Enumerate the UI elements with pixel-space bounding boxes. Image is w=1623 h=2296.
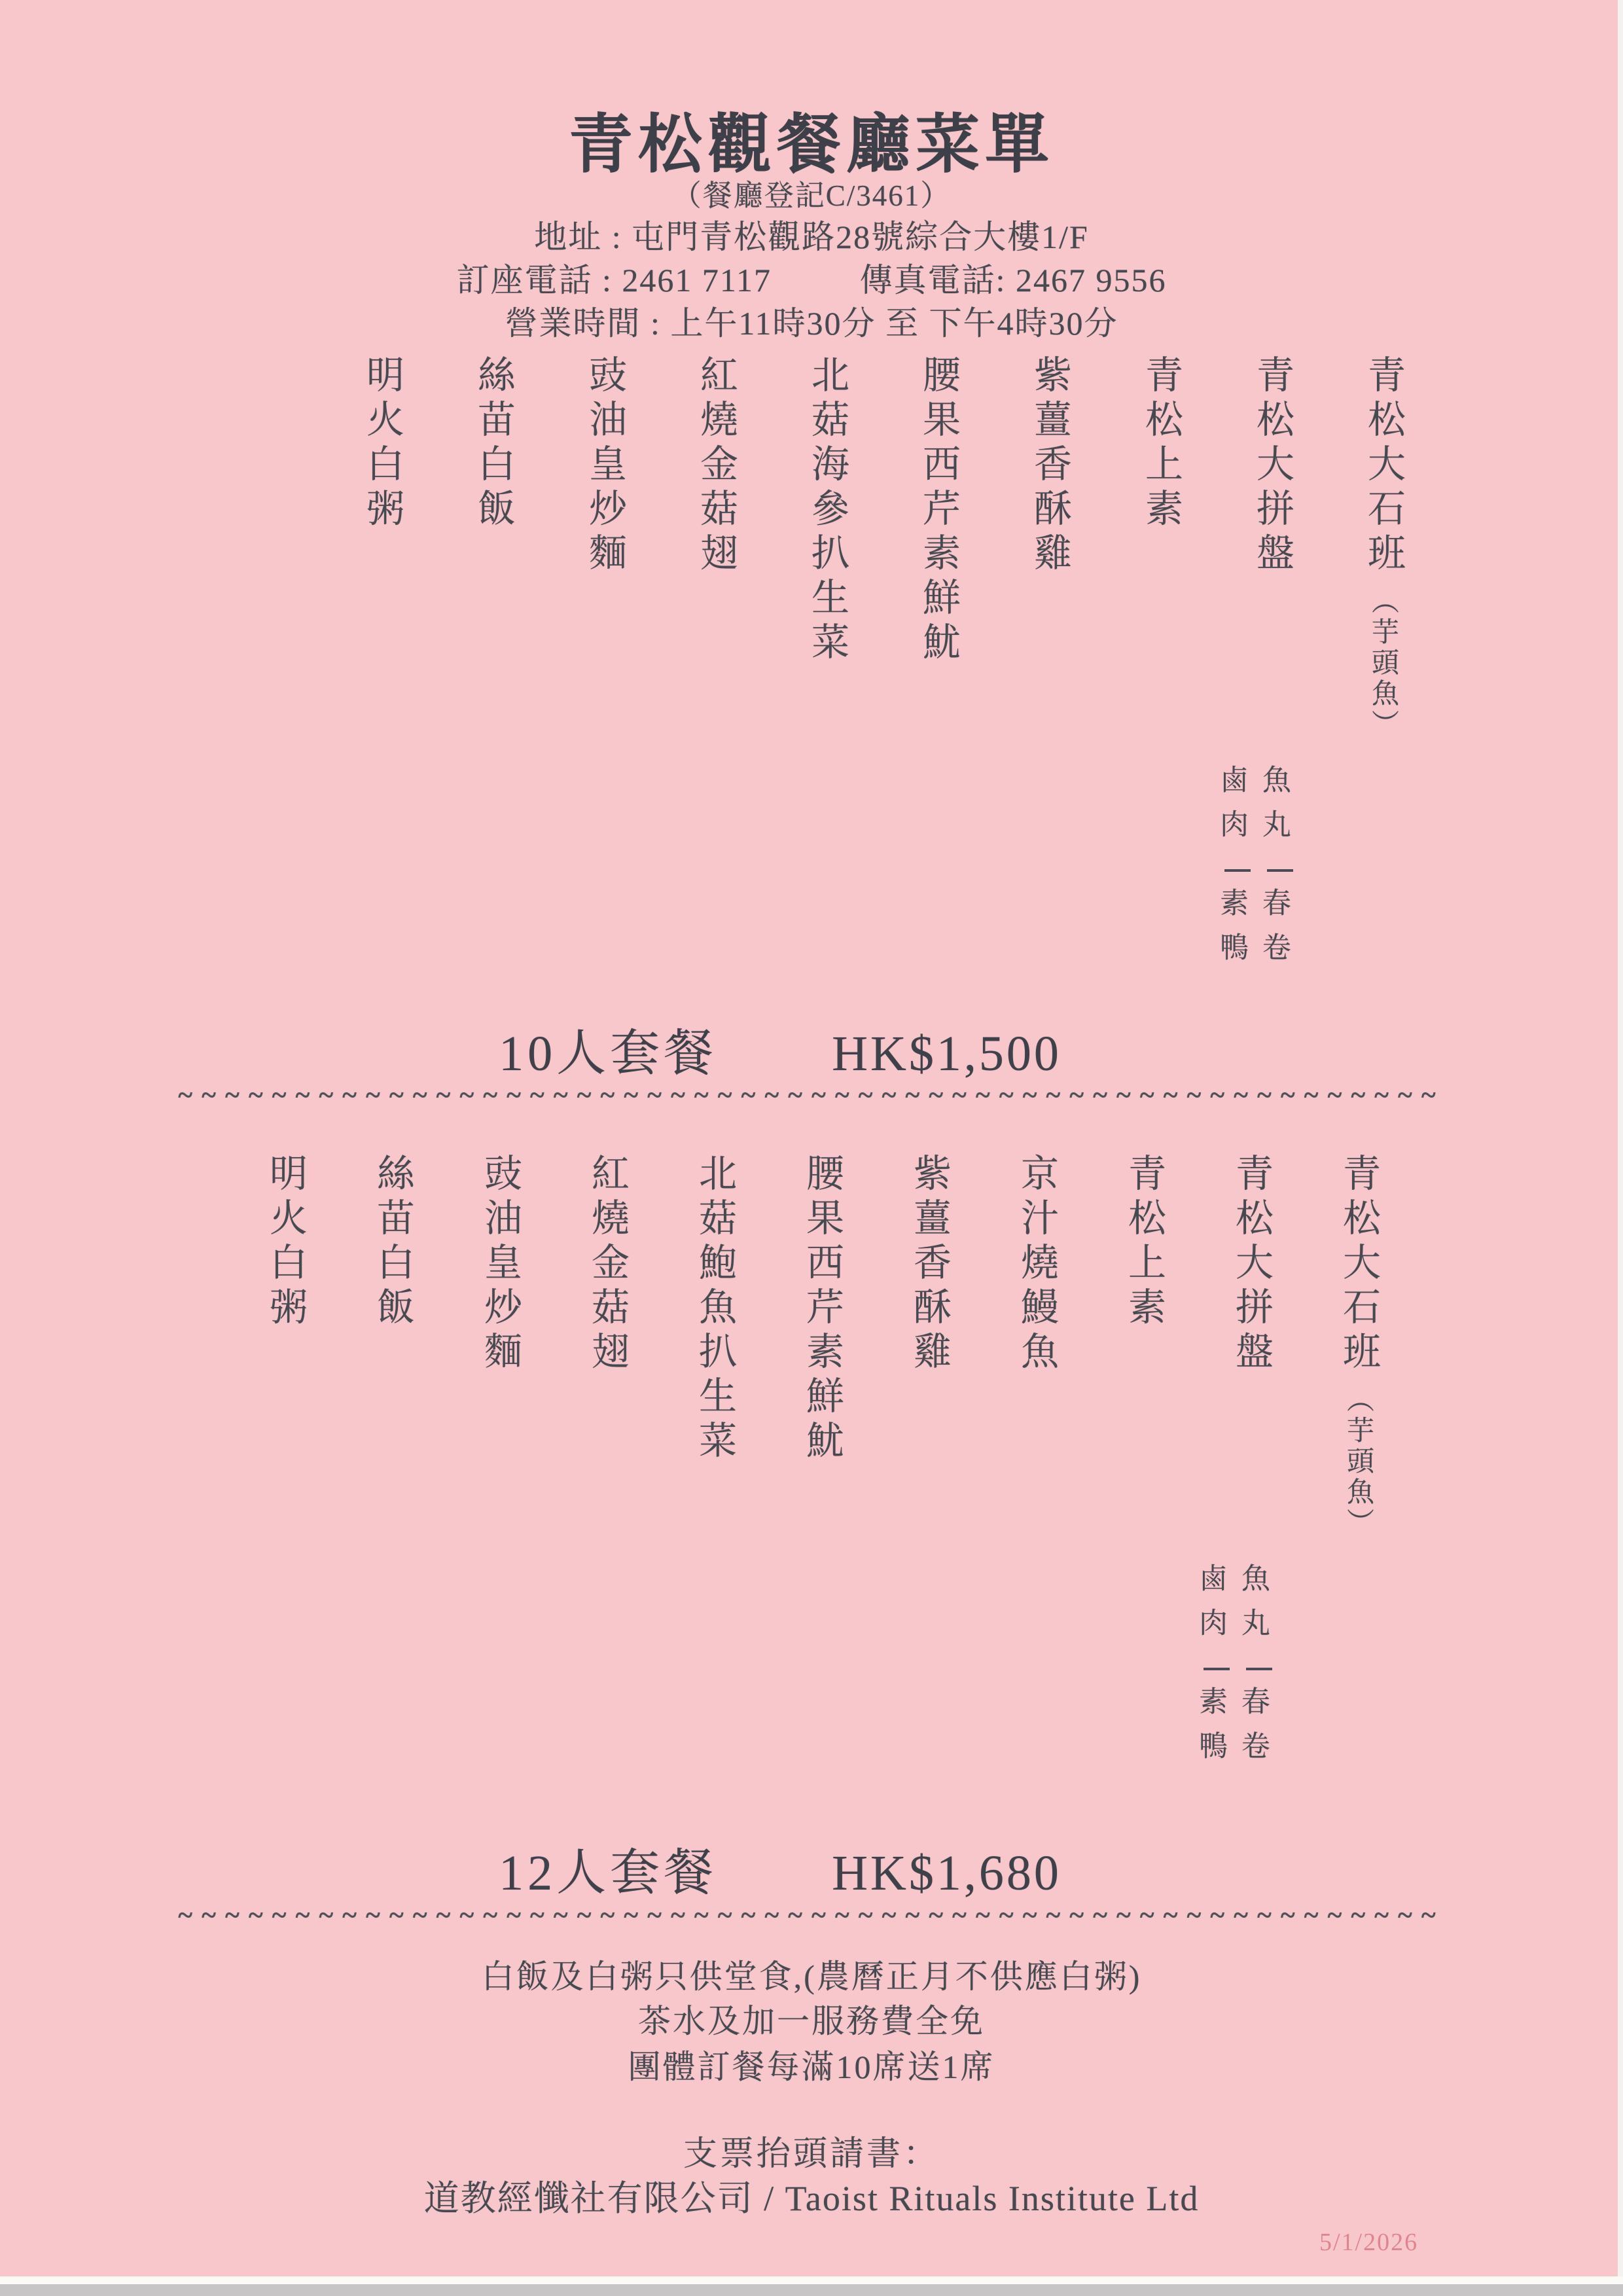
date-stamp: 5/1/2026 — [1319, 2229, 1419, 2256]
dish-name: 豉油皇炒麵 — [583, 355, 626, 577]
dish-item — [693, 1153, 736, 1906]
dish-name: 北菇鮑魚扒生菜 — [693, 1153, 736, 1465]
dish-item — [1139, 355, 1182, 1107]
dish-name: 青松上素 — [1139, 355, 1182, 533]
dish-item — [1122, 1153, 1165, 1906]
dish-name: 腰果西芹素鮮魷 — [917, 355, 959, 666]
footer-note-group-booking: 團體訂餐每滿10席送1席 — [628, 2049, 995, 2085]
scan-edge-right — [1618, 0, 1623, 2296]
dish-item — [474, 355, 512, 1107]
dish-item — [588, 1153, 626, 1906]
dish-item — [808, 355, 846, 1107]
dish-name: 青松大石班 — [1362, 355, 1404, 577]
price-line-10-persons — [0, 1013, 1592, 1085]
dish-name: 紫薑香酥雞 — [908, 1153, 950, 1376]
booking-phone: 訂座電話 : 2461 7117 — [456, 262, 772, 298]
dish-name: 北菇海參扒生菜 — [806, 355, 848, 666]
dish-item — [363, 355, 401, 1107]
footer-note-tea-service: 茶水及加一服務費全免 — [638, 2003, 985, 2039]
dash-separator — [1224, 869, 1251, 872]
dish-item — [800, 1153, 843, 1906]
dash-separator — [1204, 1668, 1230, 1670]
cheque-payee-label: 支票抬頭請書： — [683, 2136, 940, 2173]
dish-name: 明火白粥 — [264, 1153, 306, 1331]
platter-items — [1213, 764, 1293, 977]
dish-item — [910, 1153, 948, 1906]
menu-set-10-persons — [289, 355, 1402, 1107]
platter-item-pair — [1213, 764, 1251, 977]
platter-item: 素鴨 — [1194, 1686, 1227, 1775]
dish-name: 絲苗白飯 — [371, 1153, 414, 1331]
dash-separator — [1246, 1668, 1272, 1670]
dish-name: 絲苗白飯 — [472, 355, 514, 533]
dish-name: 紅燒金菇翅 — [586, 1153, 628, 1376]
dish-item — [1015, 1153, 1058, 1906]
dish-item — [583, 355, 626, 1107]
dish-name: 青松上素 — [1122, 1153, 1165, 1331]
dish-item — [919, 355, 957, 1107]
dish-name: 紅燒金菇翅 — [694, 355, 737, 577]
dish-item — [1194, 1153, 1272, 1906]
dish-item — [1215, 355, 1293, 1107]
platter-item: 魚丸 — [1257, 764, 1290, 853]
footer-note-rice-congee: 白飯及白粥只供堂食,(農曆正月不供應白粥) — [481, 1958, 1142, 1995]
scan-edge-bottom-gray — [0, 2284, 1623, 2296]
dish-name: 京汁燒鰻魚 — [1015, 1153, 1058, 1376]
platter-item-pair — [1235, 1563, 1272, 1775]
platter-item: 鹵肉 — [1194, 1563, 1227, 1652]
platter-item: 鹵肉 — [1215, 764, 1248, 853]
wavy-divider: ~~~~~~~~~~~~~~~~~~~~~~~~~~~~~~~~~~~~~~~~~~~~~~~~~~~~~~ — [178, 1901, 1445, 1931]
platter-item: 春卷 — [1257, 888, 1290, 977]
platter-item-pair — [1256, 764, 1293, 977]
scan-edge-bottom-white — [0, 2276, 1623, 2284]
platter-item: 春卷 — [1236, 1686, 1269, 1775]
dish-name: 紫薑香酥雞 — [1028, 355, 1071, 577]
dish-item — [1337, 1153, 1380, 1906]
dish-name: 豉油皇炒麵 — [478, 1153, 521, 1376]
set-size-label: 10人套餐 — [499, 1026, 718, 1081]
platter-item: 魚丸 — [1236, 1563, 1269, 1652]
set-size-label: 12人套餐 — [499, 1846, 718, 1901]
set-price: HK$1,500 — [832, 1026, 1061, 1081]
set-price: HK$1,680 — [832, 1846, 1061, 1901]
fax-phone: 傳真電話: 2467 9556 — [859, 262, 1167, 298]
price-line-12-persons — [0, 1833, 1592, 1904]
dish-name: 明火白粥 — [361, 355, 403, 533]
business-hours: 營業時間 : 上午11時30分 至 下午4時30分 — [505, 305, 1118, 342]
phone-line — [0, 254, 1623, 301]
platter-items — [1192, 1563, 1272, 1775]
dish-item — [478, 1153, 521, 1906]
dish-item — [694, 355, 737, 1107]
dish-name: 青松大石班 — [1337, 1153, 1380, 1376]
dish-item — [1028, 355, 1071, 1107]
dish-note: （芋頭魚） — [1368, 586, 1398, 740]
dish-name: 腰果西芹素鮮魷 — [800, 1153, 843, 1465]
payee-line: 道教經懺社有限公司 / Taoist Rituals Institute Ltd — [423, 2179, 1200, 2218]
dish-item — [266, 1153, 304, 1906]
dish-name: 青松大拼盤 — [1230, 1153, 1272, 1376]
dash-separator — [1267, 869, 1293, 872]
dish-item — [1364, 355, 1402, 1107]
address-line: 地址 : 屯門青松觀路28號綜合大樓1/F — [534, 219, 1089, 255]
platter-item: 素鴨 — [1215, 888, 1248, 977]
registration-line: （餐廳登記C/3461） — [671, 179, 952, 212]
menu-set-12-persons — [196, 1153, 1380, 1906]
dish-item — [371, 1153, 414, 1906]
platter-item-pair — [1192, 1563, 1230, 1775]
page-title: 青松觀餐廳菜單 — [568, 110, 1054, 181]
dish-note: （芋頭魚） — [1343, 1385, 1373, 1539]
wavy-divider: ~~~~~~~~~~~~~~~~~~~~~~~~~~~~~~~~~~~~~~~~~~~~~~~~~~~~~~ — [178, 1081, 1445, 1111]
dish-name: 青松大拼盤 — [1251, 355, 1293, 577]
